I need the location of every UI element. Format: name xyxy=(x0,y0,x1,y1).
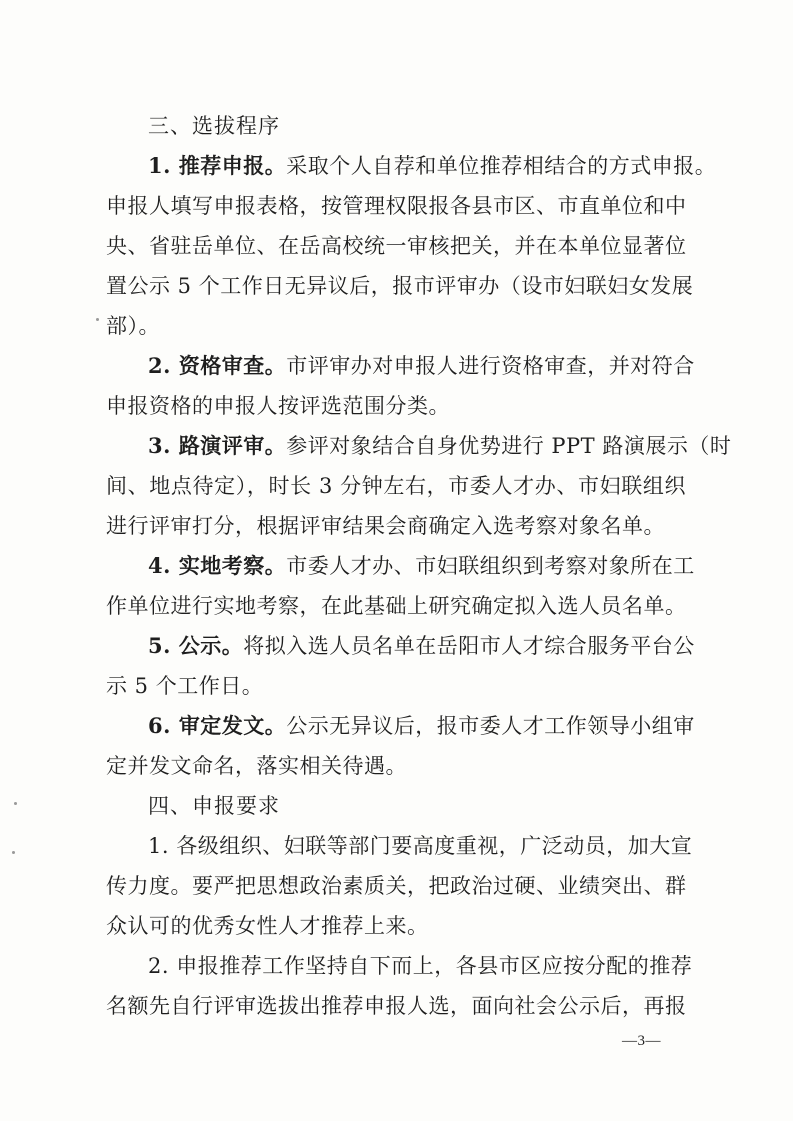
item-6-line-1 xyxy=(148,706,695,746)
item-title: 3. 路演评审。 xyxy=(148,433,287,458)
section-heading-3: 三、选拔程序 xyxy=(148,114,280,138)
item-5-line-2: 示 5 个工作日。 xyxy=(106,674,264,698)
item-4-line-1 xyxy=(148,546,695,586)
item-3-line-1 xyxy=(148,426,732,466)
requirement-2-line-1: 2. 申报推荐工作坚持自下而上，各县市区应按分配的推荐 xyxy=(148,954,693,978)
requirement-1-line-2: 传力度。要严把思想政治素质关，把政治过硬、业绩突出、群 xyxy=(106,874,687,898)
item-text: 参评对象结合自身优势进行 PPT 路演展示（时 xyxy=(286,434,732,458)
scan-speck xyxy=(14,802,17,805)
item-title: 6. 审定发文。 xyxy=(148,713,287,738)
section-heading-4: 四、申报要求 xyxy=(148,794,280,818)
item-1-line-5: 部）。 xyxy=(106,314,160,338)
item-title: 5. 公示。 xyxy=(148,633,244,658)
requirement-2-line-2: 名额先自行评审选拔出推荐申报人选，面向社会公示后，再报 xyxy=(106,994,687,1018)
item-1-line-2: 申报人填写申报表格，按管理权限报各县市区、市直单位和中 xyxy=(106,194,687,218)
item-title: 4. 实地考察。 xyxy=(148,553,287,578)
requirement-1-line-1: 1. 各级组织、妇联等部门要高度重视，广泛动员，加大宣 xyxy=(148,834,693,858)
item-title: 1. 推荐申报。 xyxy=(148,153,287,178)
item-3-line-3: 进行评审打分，根据评审结果会商确定入选考察对象名单。 xyxy=(106,514,665,538)
item-text: 采取个人自荐和单位推荐相结合的方式申报。 xyxy=(286,154,717,178)
item-2-line-2: 申报资格的申报人按评选范围分类。 xyxy=(106,394,450,418)
item-5-line-1 xyxy=(148,626,695,666)
item-title: 2. 资格审查。 xyxy=(148,353,287,378)
item-4-line-2: 作单位进行实地考察，在此基础上研究确定拟入选人员名单。 xyxy=(106,594,687,618)
item-text: 公示无异议后，报市委人才工作领导小组审 xyxy=(286,714,695,738)
page-number: —3— xyxy=(622,1033,661,1049)
scan-speck xyxy=(12,851,15,854)
item-1-line-3: 央、省驻岳单位、在岳高校统一审核把关，并在本单位显著位 xyxy=(106,234,687,258)
item-3-line-2: 间、地点待定），时长 3 分钟左右，市委人才办、市妇联组织 xyxy=(106,474,686,498)
item-1-line-1 xyxy=(148,146,717,186)
requirement-1-line-3: 众认可的优秀女性人才推荐上来。 xyxy=(106,914,429,938)
item-text: 将拟入选人员名单在岳阳市人才综合服务平台公 xyxy=(243,634,695,658)
scan-speck xyxy=(96,318,99,321)
item-text: 市委人才办、市妇联组织到考察对象所在工 xyxy=(286,554,695,578)
item-1-line-4: 置公示 5 个工作日无异议后，报市评审办（设市妇联妇女发展 xyxy=(106,274,694,298)
item-2-line-1 xyxy=(148,346,695,386)
item-text: 市评审办对申报人进行资格审查，并对符合 xyxy=(286,354,695,378)
item-6-line-2: 定并发文命名，落实相关待遇。 xyxy=(106,754,407,778)
